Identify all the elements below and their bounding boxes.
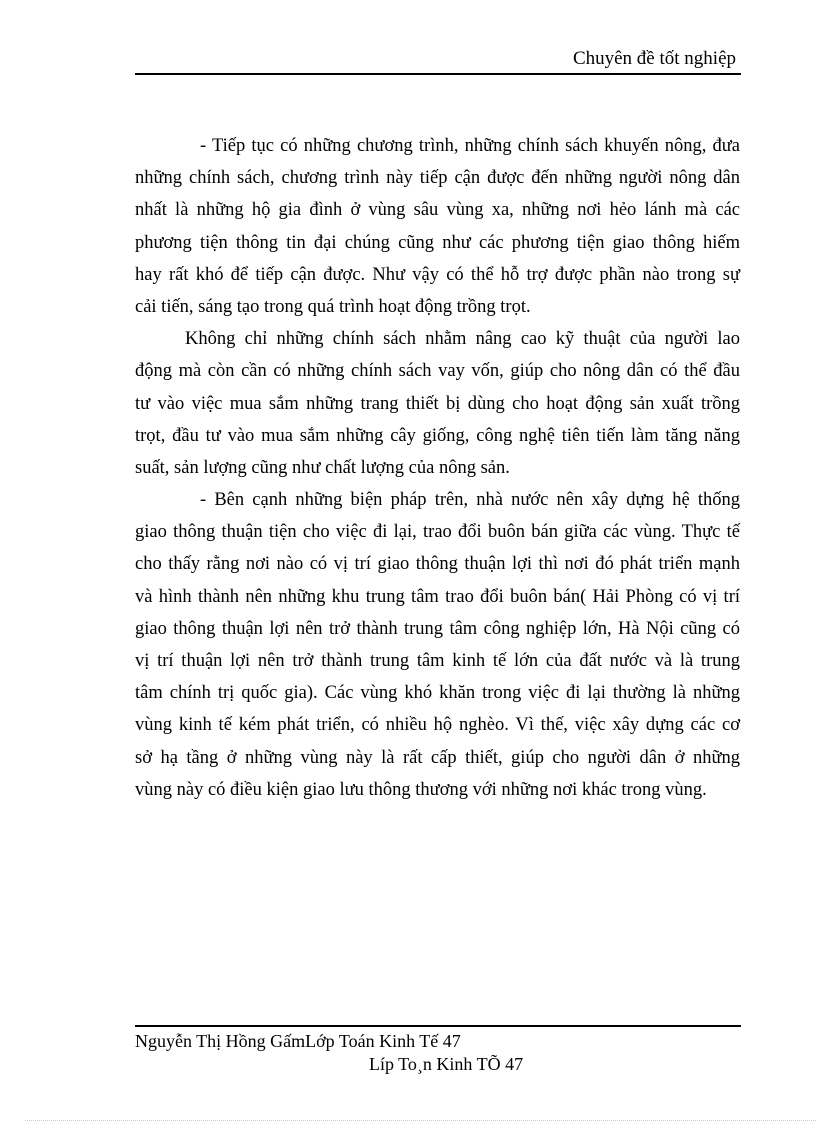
- text-line: tư vào việc mua sắm những trang thiết bị dùng cho hoạt động sản xuất trồng: [135, 393, 740, 414]
- footer-author: Nguyễn Thị Hồng GấmLớp Toán Kinh Tế 47: [135, 1031, 461, 1051]
- text-line: - Bên cạnh những biện pháp trên, nhà nước nên xây dựng hệ thống: [200, 490, 740, 511]
- page-edge: [25, 1120, 816, 1121]
- paragraph: [135, 130, 740, 323]
- text-line: phương tiện thông tin đại chúng cũng như các phương tiện giao thông hiếm: [135, 232, 740, 253]
- text-line: giao thông thuận tiện cho việc đi lại, trao đổi buôn bán giữa các vùng. Thực tế: [135, 522, 740, 543]
- text-line: - Tiếp tục có những chương trình, những chính sách khuyến nông, đưa: [200, 136, 740, 156]
- header-title: Chuyên đề tốt nghiệp: [572, 48, 736, 69]
- text-line: những chính sách, chương trình này tiếp cận được đến những người nông dân: [135, 168, 740, 189]
- header-divider: [135, 73, 741, 75]
- text-line: sở hạ tầng ở những vùng này là rất cấp thiết, giúp cho người dân ở những: [135, 747, 740, 768]
- text-line: Không chỉ những chính sách nhằm nâng cao kỹ thuật của người lao: [185, 329, 740, 350]
- text-line: nhất là những hộ gia đình ở vùng sâu vùng xa, những nơi hẻo lánh mà các: [135, 200, 740, 221]
- text-line: vùng kinh tế kém phát triển, có nhiều hộ nghèo. Vì thế, việc xây dựng các cơ: [135, 715, 740, 736]
- text-line: hay rất khó để tiếp cận được. Như vậy có thể hỗ trợ được phần nào trong sự: [135, 264, 740, 285]
- text-line: động mà còn cần có những chính sách vay vốn, giúp cho nông dân có thể đầu: [135, 361, 740, 382]
- text-line: giao thông thuận lợi nên trở thành trung tâm công nghiệp lớn, Hà Nội cũng có: [135, 618, 740, 639]
- text-line: vị trí thuận lợi nên trở thành trung tâm kinh tế lớn của đất nước và là trung: [135, 651, 740, 671]
- footer-class: Líp To¸n Kinh TÕ 47: [369, 1054, 524, 1074]
- text-line: tâm chính trị quốc gia). Các vùng khó khăn trong việc đi lại thường là những: [135, 683, 740, 704]
- paragraph: [135, 484, 740, 806]
- footer-divider: [135, 1025, 741, 1027]
- text-line: cải tiến, sáng tạo trong quá trình hoạt động trồng trọt.: [135, 296, 531, 317]
- text-line: cho thấy rằng nơi nào có vị trí giao thông thuận lợi thì nơi đó phát triển mạnh: [135, 554, 740, 575]
- document-body: [135, 130, 740, 806]
- text-line: và hình thành nên những khu trung tâm trao đổi buôn bán( Hải Phòng có vị trí: [135, 586, 740, 607]
- text-line: trọt, đầu tư vào mua sắm những cây giống, công nghệ tiên tiến làm tăng năng: [135, 425, 740, 446]
- paragraph: [135, 323, 740, 484]
- text-line: vùng này có điều kiện giao lưu thông thương với những nơi khác trong vùng.: [135, 779, 707, 800]
- text-line: suất, sản lượng cũng như chất lượng của nông sản.: [135, 457, 510, 478]
